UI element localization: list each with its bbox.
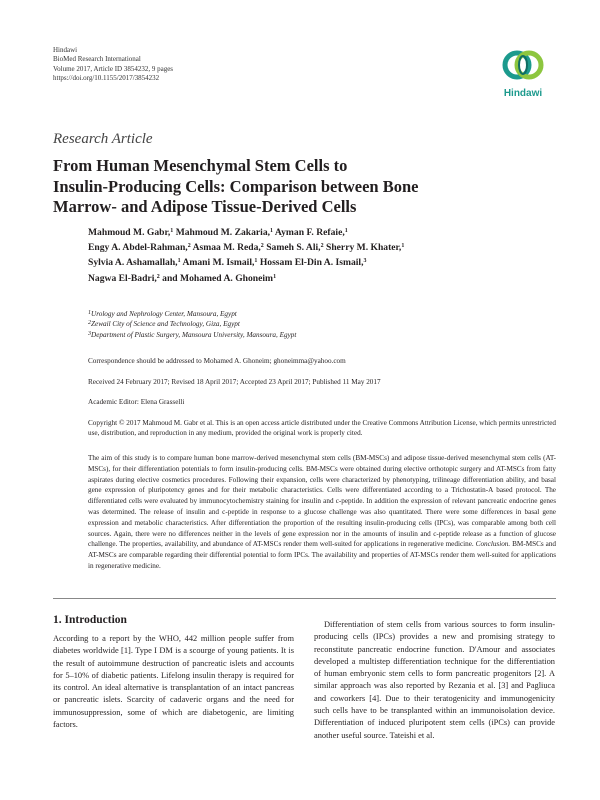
- author-name: Nagwa El-Badri,: [88, 272, 157, 284]
- publication-dates: Received 24 February 2017; Revised 18 April 2017; Accepted 23 April 2017; Published 11 May 2017: [88, 378, 381, 386]
- abstract-conclusion: BM-MSCs and AT-MSCs are comparable regarding their differential potential to form IPCs. The availability and properties of AT-MSCs render them well-suited for applications in regenerative medicine.: [88, 540, 557, 570]
- logo-ring-overlap: [519, 56, 527, 74]
- doi-link[interactable]: https://doi.org/10.1155/2017/3854232: [53, 74, 160, 83]
- section-divider: [53, 598, 556, 599]
- author-line: [88, 240, 558, 255]
- author-affil-sup: 2: [260, 243, 264, 250]
- affiliation-sup: 3: [88, 330, 91, 337]
- affiliation-sup: 2: [88, 320, 91, 327]
- affiliation-text: Urology and Nephrology Center, Mansoura, Egypt: [91, 310, 237, 318]
- academic-editor: Academic Editor: Elena Grasselli: [88, 398, 185, 406]
- author-affil-sup: 1: [177, 258, 181, 265]
- author-affil-sup: 1: [273, 273, 277, 280]
- publisher-name: Hindawi: [53, 46, 78, 54]
- conclusion-label: Conclusion.: [475, 540, 511, 549]
- paper-title: [53, 156, 553, 218]
- author-affil-sup: 1: [401, 243, 405, 250]
- author-affil-sup: 1: [170, 228, 174, 234]
- author-affil-sup: 2: [156, 273, 160, 280]
- author-name: and Mohamed A. Ghoneim: [162, 272, 274, 284]
- author-name: Hossam El-Din A. Ismail,: [259, 257, 364, 269]
- section-heading-introduction: 1. Introduction: [53, 614, 127, 626]
- author-affil-sup: 2: [187, 243, 191, 250]
- title-line: From Human Mesenchymal Stem Cells to: [53, 156, 348, 175]
- author-affil-sup: 3: [363, 258, 367, 265]
- author-affil-sup: 1: [270, 228, 274, 234]
- affiliation-list: [88, 309, 296, 340]
- author-name: Sameh S. Ali,: [266, 242, 321, 254]
- copyright-notice: Copyright © 2017 Mahmoud M. Gabr et al. This is an open access article distributed under the Creative Commons Attribution License, which permits unrestricted use, distribution, and reproduction in any medium, provided the original work is properly cited.: [88, 419, 556, 437]
- author-affil-sup: 1: [344, 228, 348, 234]
- title-line: Insulin-Producing Cells: Comparison between Bone: [53, 176, 419, 196]
- author-name: Engy A. Abdel-Rahman,: [88, 242, 188, 254]
- journal-name: BioMed Research International: [53, 55, 141, 64]
- affiliation-text: Department of Plastic Surgery, Mansoura University, Mansoura, Egypt: [91, 330, 297, 339]
- author-name: Mahmoud M. Gabr,: [88, 227, 171, 238]
- volume-info: Volume 2017, Article ID 3854232, 9 pages: [53, 64, 174, 73]
- author-line: [88, 255, 558, 270]
- title-line: Marrow- and Adipose Tissue-Derived Cells: [53, 197, 357, 216]
- author-line: [88, 225, 558, 240]
- logo-wordmark: Hindawi: [503, 88, 543, 99]
- author-name: Ayman F. Refaie,: [274, 227, 345, 238]
- author-name: Sylvia A. Ashamallah,: [88, 257, 178, 269]
- affiliation: [88, 309, 296, 319]
- abstract-body: The aim of this study is to compare human bone marrow-derived mesenchymal stem cells (BM-MSCs) and adipose tissue-derived mesenchymal stem cells (AT-MSCs), for their differentiation potentials to form insulin-producing cells. BM-MSCs were obtained during elective orthotopic surgery and AT-MSCs from fatty aspirates during elective cosmetics procedures. Following their expansion, cells were characterized by phenotyping, trilineage differentiation ability, and basal gene expression of pluripotency genes and for their metabolic characteristics. Cells were differentiated according to a Trichostatin-A based protocol. The differentiated cells were evaluated by immunocytochemistry staining for insulin and c-peptide. In addition the expression of relevant pancreatic endocrine genes was determined. The release of insulin and c-peptide in response to a glucose challenge was also quantitated. There were some differences in basal gene expression and metabolic characteristics. After differentiation the proportion of the resulting insulin-producing cells (IPCs), was comparable among both cell sources. Again, there were no differences neither in the levels of gene expression nor in the amounts of insulin and c-peptide release as a function of glucose challenge. The properties, availability, and abundance of AT-MSCs render them well-suited for applications in regenerative medicine.: [88, 454, 556, 549]
- author-list: [88, 225, 558, 286]
- affiliation-text: Zewail City of Science and Technology, Giza, Egypt: [91, 320, 240, 329]
- author-affil-sup: 2: [320, 243, 324, 250]
- intro-paragraph: According to a report by the WHO, 442 million people suffer from diabetes worldwide [1]. Type I DM is a scourge of young patients. It is the result of autoimmune destruction of pancreatic islets and accounts for 5–10% of diabetic patients. Lifelong insulin therapy is required for its control. An ideal alternative is transplantation of an intact pancreas or pancreatic islets. Scarcity of cadaveric organs and the need for immunosuppression, some of which are diabetogenic, are limiting factors.: [53, 634, 294, 730]
- hindawi-logo-icon: [497, 44, 549, 86]
- affiliation: [88, 330, 296, 340]
- affiliation-sup: 1: [88, 310, 91, 316]
- article-type: Research Article: [53, 131, 153, 147]
- hindawi-logo: [497, 44, 549, 104]
- affiliation: [88, 319, 296, 329]
- abstract: [88, 453, 556, 572]
- author-name: Amani M. Ismail,: [182, 257, 255, 269]
- author-name: Mahmoud M. Zakaria,: [175, 227, 271, 238]
- correspondence: Correspondence should be addressed to Mohamed A. Ghoneim; ghoneimma@yahoo.com: [88, 357, 346, 365]
- author-affil-sup: 1: [254, 258, 258, 265]
- author-name: Sherry M. Khater,: [326, 242, 402, 254]
- author-line: [88, 271, 558, 286]
- journal-header: [53, 46, 173, 84]
- author-name: Asmaa M. Reda,: [192, 242, 261, 254]
- intro-column-left: [53, 633, 294, 731]
- intro-paragraph: Differentiation of stem cells from various sources to form insulin-producing cells (IPCs) provides a new and promising strategy to reconstitute pancreatic endocrine function. D'Amour and associates developed a multistep differentiation technique for the differentiation of human embryonic stem cells to form pancreatic progenitors [2]. A similar approach was also reported by Rezania et al. [3] and Pagliuca and coworkers [4]. Due to their teratogenicity and immunogenicity such cells have to be transplanted within an immunoisolation device. Differentiation of induced pluripotent stem cells (iPCs) can provide another useful source. Tateishi et al.: [314, 620, 555, 740]
- intro-column-right: [314, 619, 555, 742]
